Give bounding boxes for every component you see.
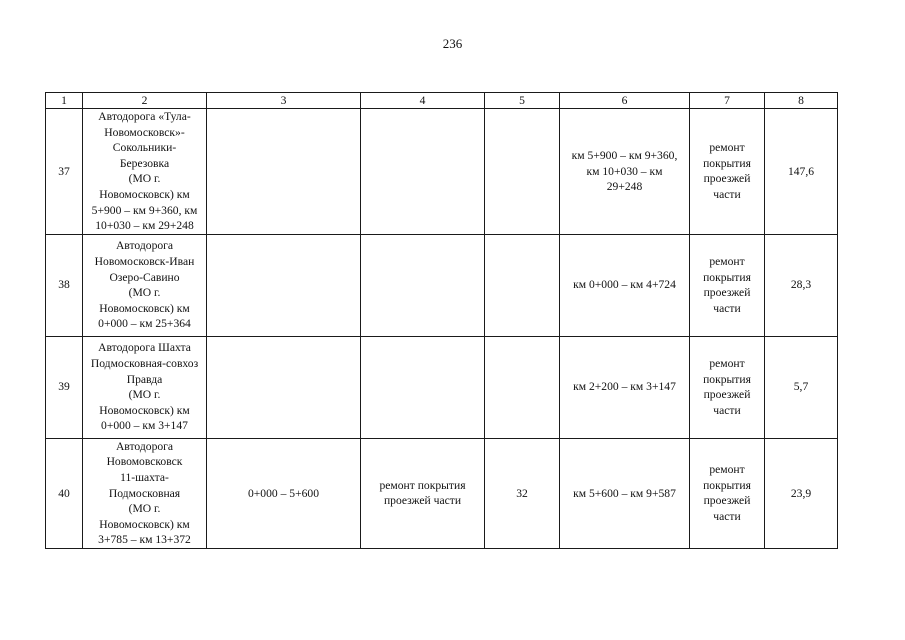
repair-section: км 2+200 – км 3+147 <box>560 336 690 438</box>
road-name: Автодорога Шахта Подмосковная-совхоз Правда (МО г. Новомосковск) км 0+000 – км 3+147 <box>83 336 207 438</box>
table-row <box>46 109 838 235</box>
road-name: Автодорога Новомовсковск 11-шахта- Подмосковная (МО г. Новомосковск) км 3+785 – км 13+372 <box>83 438 207 548</box>
column-header-3: 3 <box>207 93 361 109</box>
repair-section: км 5+900 – км 9+360, км 10+030 – км 29+248 <box>560 109 690 235</box>
value-cell: 28,3 <box>765 234 838 336</box>
column-header-6: 6 <box>560 93 690 109</box>
table-row <box>46 438 838 548</box>
work-type: ремонт покрытия проезжей части <box>690 438 765 548</box>
row-number: 38 <box>46 234 83 336</box>
work-type: ремонт покрытия проезжей части <box>690 336 765 438</box>
repair-section: км 0+000 – км 4+724 <box>560 234 690 336</box>
cell-col5 <box>485 109 560 235</box>
row-number: 39 <box>46 336 83 438</box>
repair-section: км 5+600 – км 9+587 <box>560 438 690 548</box>
cell-col5: 32 <box>485 438 560 548</box>
column-header-7: 7 <box>690 93 765 109</box>
work-type: ремонт покрытия проезжей части <box>690 234 765 336</box>
cell-col3 <box>207 109 361 235</box>
column-header-2: 2 <box>83 93 207 109</box>
value-cell: 23,9 <box>765 438 838 548</box>
table-row <box>46 234 838 336</box>
column-header-8: 8 <box>765 93 838 109</box>
cell-col4 <box>361 109 485 235</box>
column-header-1: 1 <box>46 93 83 109</box>
road-name: Автодорога «Тула- Новомосковск»- Сокольники- Березовка (МО г. Новомосковск) км 5+900 – км 9+360, км 10+030 – км 29+248 <box>83 109 207 235</box>
column-header-5: 5 <box>485 93 560 109</box>
work-type: ремонт покрытия проезжей части <box>690 109 765 235</box>
cell-col5 <box>485 234 560 336</box>
row-number: 37 <box>46 109 83 235</box>
cell-col5 <box>485 336 560 438</box>
cell-col3 <box>207 234 361 336</box>
cell-col4 <box>361 234 485 336</box>
row-number: 40 <box>46 438 83 548</box>
value-cell: 147,6 <box>765 109 838 235</box>
road-name: Автодорога Новомосковск-Иван Озеро-Савино (МО г. Новомосковск) км 0+000 – км 25+364 <box>83 234 207 336</box>
value-cell: 5,7 <box>765 336 838 438</box>
column-header-4: 4 <box>361 93 485 109</box>
cell-col4: ремонт покрытия проезжей части <box>361 438 485 548</box>
table-row <box>46 336 838 438</box>
road-repair-table <box>45 92 838 549</box>
cell-col3 <box>207 336 361 438</box>
page-number: 236 <box>442 36 463 51</box>
header-row <box>46 93 838 109</box>
cell-col4 <box>361 336 485 438</box>
cell-col3: 0+000 – 5+600 <box>207 438 361 548</box>
